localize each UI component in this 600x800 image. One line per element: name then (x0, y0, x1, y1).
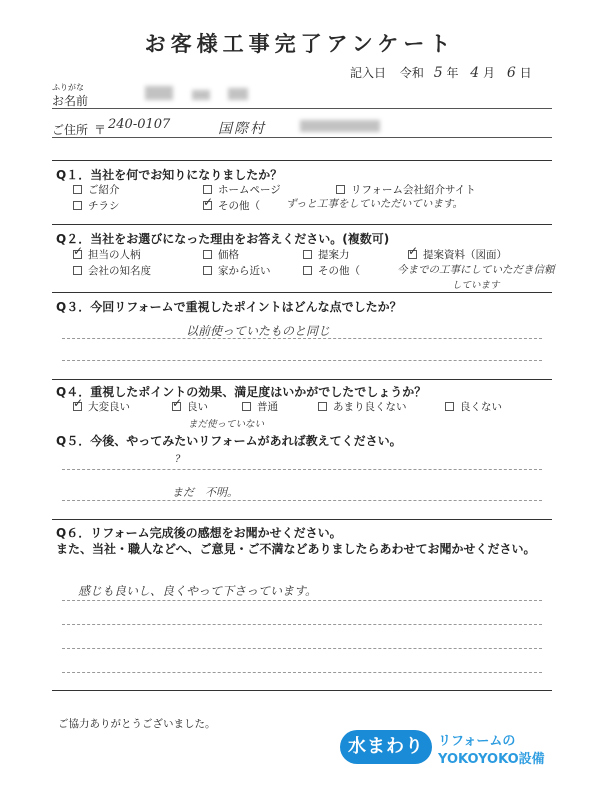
q6-answer-line-2 (62, 624, 542, 625)
day-unit: 日 (519, 66, 532, 80)
q2-option-reputation[interactable]: 会社の知名度 (73, 263, 151, 278)
q4-option-bad[interactable]: 良くない (445, 399, 502, 414)
q6-answer-line-1 (62, 600, 542, 601)
q2-option-materials[interactable]: ✓ 提案資料（図面） (408, 247, 507, 262)
company-logo (340, 726, 550, 770)
date-day: 6 (506, 65, 516, 81)
divider-q3 (52, 292, 552, 293)
era-label: 令和 (399, 66, 424, 80)
date-month: 4 (470, 65, 480, 81)
address-label: ご住所 (52, 123, 89, 137)
checked-checkbox-icon[interactable] (73, 402, 82, 411)
redacted-address (300, 120, 380, 132)
furigana-label: ふりがな (52, 83, 84, 92)
month-unit: 月 (483, 66, 496, 80)
q5-mark: ? (175, 454, 181, 465)
checkbox-icon[interactable] (336, 185, 345, 194)
checkbox-icon[interactable] (203, 185, 212, 194)
q4-question: Q４．重視したポイントの効果、満足度はいかがでしたでしょうか？ (56, 385, 427, 399)
q6-question-line-1: Q６．リフォーム完成後の感想をお聞かせください。 (56, 526, 342, 540)
divider-q6 (52, 519, 552, 520)
q6-answer: 感じも良いし、良くやって下さっています。 (78, 584, 318, 598)
q6-answer-line-3 (62, 648, 542, 649)
checkbox-icon[interactable] (318, 402, 327, 411)
q5-answer-line-1 (62, 469, 542, 470)
logo-main-text: 水まわり (340, 730, 432, 764)
q2-question: Q２．当社をお選びになった理由をお答えください。(複数可) (56, 232, 390, 246)
q2-option-proposal[interactable]: 提案力 (303, 247, 350, 262)
q1-other-answer: ずっと工事をしていただいています。 (286, 198, 464, 210)
q1-option-flyer[interactable]: チラシ (73, 198, 120, 213)
redacted-name-2 (192, 90, 210, 100)
name-label: お名前 (52, 94, 89, 108)
q4-option-average[interactable]: 普通 (242, 399, 278, 414)
checked-checkbox-icon[interactable] (73, 250, 82, 259)
divider-q2 (52, 224, 552, 225)
checkbox-icon[interactable] (203, 266, 212, 275)
q2-option-price[interactable]: 価格 (203, 247, 239, 262)
q1-option-homepage[interactable]: ホームページ (203, 182, 281, 197)
redacted-name-3 (228, 88, 248, 100)
entry-date-label: 記入日 (350, 66, 387, 80)
postal-code: 240-0107 (108, 117, 171, 132)
q3-answer-line-1 (62, 338, 542, 339)
year-unit: 年 (446, 66, 459, 80)
logo-line-1: リフォームの (438, 734, 516, 749)
checked-checkbox-icon[interactable] (203, 201, 212, 210)
divider-bottom (52, 690, 552, 691)
q6-answer-line-4 (62, 672, 542, 673)
postal-mark: 〒 (94, 123, 107, 137)
q5-answer: まだ 不明。 (172, 486, 238, 499)
divider-q4 (52, 379, 552, 380)
q3-question: Q３．今回リフォームで重視したポイントはどんな点でしたか？ (56, 300, 402, 314)
q3-answer-line-2 (62, 360, 542, 361)
redacted-name-1 (145, 86, 173, 100)
divider-top (52, 160, 552, 161)
page-title: お客様工事完了アンケート (144, 32, 456, 56)
q2-other-answer-1: 今までの工事にしていただき信頼 (397, 264, 555, 276)
q5-answer-line-2 (62, 500, 542, 501)
q5-question: Q５．今後、やってみたいリフォームがあれば教えてください。 (56, 434, 402, 448)
q1-option-referral-site[interactable]: リフォーム会社紹介サイト (336, 182, 476, 197)
checkbox-icon[interactable] (303, 266, 312, 275)
q4-option-not-so-good[interactable]: あまり良くない (318, 399, 407, 414)
checked-checkbox-icon[interactable] (408, 250, 417, 259)
q1-question: Q１．当社を何でお知りになりましたか？ (56, 168, 283, 182)
q2-other-answer-2: しています (452, 280, 500, 291)
q3-answer: 以前使っていたものと同じ (186, 324, 331, 338)
checkbox-icon[interactable] (242, 402, 251, 411)
q4-option-very-good[interactable]: ✓大変良い (73, 399, 130, 414)
thanks-message: ご協力ありがとうございました。 (58, 718, 216, 730)
checkbox-icon[interactable] (203, 250, 212, 259)
checkbox-icon[interactable] (445, 402, 454, 411)
checkbox-icon[interactable] (303, 250, 312, 259)
q4-note: まだ使っていない (188, 419, 265, 430)
q4-option-good[interactable]: ✓ 良い (172, 399, 208, 414)
q1-option-referral[interactable]: ご紹介 (73, 182, 120, 197)
q6-question-line-2: また、当社・職人などへ、ご意見・ご不満などありましたらあわせてお聞かせください。 (56, 542, 536, 556)
checkbox-icon[interactable] (73, 266, 82, 275)
address-underline (52, 137, 552, 138)
date-year: 5 (433, 65, 443, 81)
entry-date (350, 64, 532, 81)
logo-line-2: YOKOYOKO設備 (438, 752, 545, 767)
name-underline (52, 108, 552, 109)
checkbox-icon[interactable] (73, 201, 82, 210)
checkbox-icon[interactable] (73, 185, 82, 194)
q2-option-nearby[interactable]: 家から近い (203, 263, 271, 278)
q2-option-staff[interactable]: ✓担当の人柄 (73, 247, 141, 262)
checked-checkbox-icon[interactable] (172, 402, 181, 411)
q2-option-other[interactable]: その他（ (303, 263, 360, 278)
q1-option-other[interactable]: ✓ その他（ (203, 198, 260, 213)
address-town: 国際村 (218, 121, 266, 137)
